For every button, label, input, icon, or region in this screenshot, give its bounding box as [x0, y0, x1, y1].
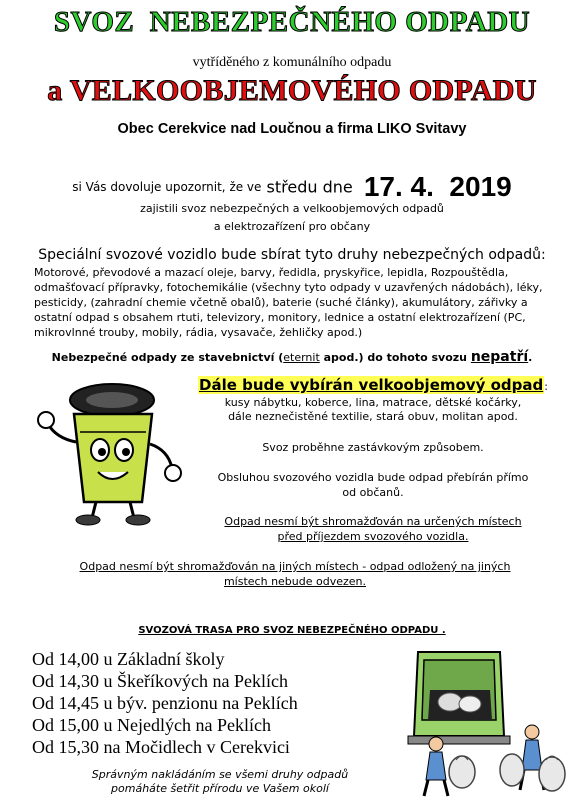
hazardous-heading: Speciální svozové vozidlo bude sbírat tyto druhy nebezpečných odpadů: [38, 247, 546, 263]
route-stop: Od 15,30 na Močidlech v Cerekvici [32, 737, 290, 757]
route-list [32, 648, 298, 758]
warning2-line2: místech nebude odvezen. [223, 575, 367, 588]
route-heading: SVOZOVÁ TRASA PRO SVOZ NEBEZPEČNÉHO ODPADU . [138, 625, 446, 636]
main-title-bulky: a VELKOOBJEMOVÉHO ODPADU [47, 74, 537, 107]
warning1-line1: Odpad nesmí být shromažďován na určených místech [224, 515, 522, 528]
date-line [0, 171, 584, 203]
footer-note [40, 768, 400, 796]
bulky-list-line2: dále neznečistěné textilie, stará obuv, molitan apod. [228, 410, 518, 423]
handover-info [198, 470, 548, 500]
event-date: 17. 4. 2019 [363, 171, 512, 202]
weekday: středu dne [266, 177, 353, 197]
handover-line2: od občanů. [342, 486, 404, 499]
garbage-truck-icon [400, 640, 570, 800]
bulky-list [198, 396, 548, 424]
subtitle: vytříděného z komunálního odpadu [192, 55, 392, 70]
route-stop: Od 14,45 u býv. penzionu na Peklích [32, 693, 298, 713]
route-stop: Od 14,00 u Základní školy [32, 649, 225, 669]
building-note-part1: Nebezpečné odpady ze stavebnictví ( [51, 351, 284, 364]
building-note-part2: apod.) do tohoto svozu [319, 351, 471, 364]
bulky-heading [198, 376, 548, 394]
stop-method-info: Svoz proběhne zastávkovým způsobem. [262, 441, 484, 454]
organizers: Obec Cerekvice nad Loučnou a firma LIKO Svitavy [117, 121, 467, 137]
waste-bin-mascot-icon [34, 372, 184, 527]
warning-designated-places [198, 514, 548, 544]
bulky-heading-text: Dále bude vybírán velkoobjemový odpad [199, 376, 544, 394]
eternit-word: eternit [283, 351, 320, 364]
route-stop: Od 14,30 u Škeříkových na Peklích [32, 671, 288, 691]
footer-line2: pomáháte šetřit přírodu ve Vašem okolí [111, 782, 329, 795]
footer-line1: Správným nakládáním se všemi druhy odpadů [91, 768, 349, 781]
bulky-list-line1: kusy nábytku, koberce, lina, matrace, dětské kočárky, [224, 396, 522, 409]
handover-line1: Obsluhou svozového vozidla bude odpad přebírán přímo [217, 471, 529, 484]
bulky-heading-colon: : [544, 380, 548, 393]
announcement-line2: a elektrozařízení pro občany [213, 220, 371, 233]
building-waste-note [0, 349, 584, 365]
building-note-end: . [528, 351, 533, 364]
not-included-word: nepatří [470, 349, 529, 365]
route-stop: Od 15,00 u Nejedlých na Peklích [32, 715, 271, 735]
announcement-line1: zajistili svoz nebezpečných a velkoobjemových odpadů [140, 202, 444, 215]
hazardous-list: Motorové, převodové a mazací oleje, barvy, ředidla, pryskyřice, lepidla, Rozpouštědla, odmašťovací přípravky, fotochemikálie (všechny tyto odpady v uzavřených nádobách), léky, pesticidy, (zahradní chemie včetně obalů), baterie (suché články), akumulátory, zářivky a ostatní odpad s obsahem rtuti, televizory, monitory, lednice a ostatní elektrozařízení (PC, mikrovlnné trouby, mobily, rádia, vysavače, žehličky apod.) [34, 266, 543, 339]
date-prefix: si Vás dovoluje upozornit, že ve [72, 180, 262, 194]
warning1-line2: před příjezdem svozového vozidla. [277, 530, 469, 543]
warning-other-places [25, 559, 565, 589]
warning2-line1: Odpad nesmí být shromažďován na jiných místech - odpad odložený na jiných [79, 560, 511, 573]
main-title-hazardous: SVOZ NEBEZPEČNÉHO ODPADU [53, 6, 531, 38]
